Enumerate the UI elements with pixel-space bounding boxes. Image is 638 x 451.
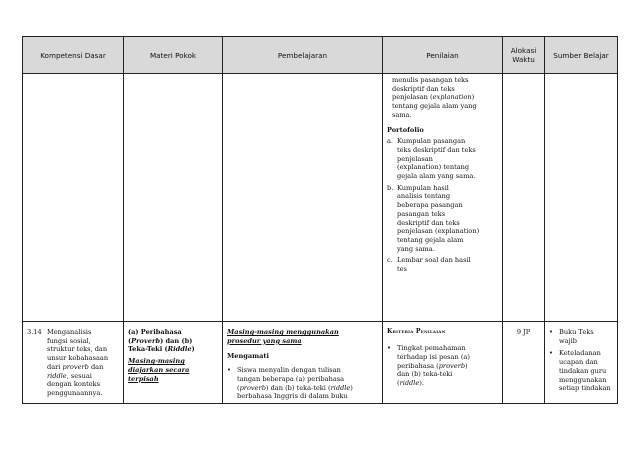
penilaian-intro-line: tentang gejala alam yang xyxy=(392,102,477,111)
cell-pembelajaran-empty xyxy=(223,74,383,322)
cell-materi-pokok xyxy=(124,322,223,404)
header-sumber-belajar: Sumber Belajar xyxy=(545,37,618,74)
penilaian-intro-line: sama. xyxy=(392,110,412,119)
list-item: a. Kumpulan pasangan teks deskriptif dan teks penjelasan (explanation) tentang gejala alam yang sama. xyxy=(387,137,476,181)
table-row xyxy=(23,322,618,404)
cell-materi-empty xyxy=(124,74,223,322)
header-penilaian: Penilaian xyxy=(383,37,503,74)
header-pembelajaran: Pembelajaran xyxy=(223,37,383,74)
table-header-row xyxy=(23,37,618,74)
kd-number: 3.14 xyxy=(27,328,42,336)
syllabus-table xyxy=(22,36,618,404)
cell-penilaian-continued xyxy=(383,74,503,322)
mengamati-heading: Mengamati xyxy=(227,352,269,361)
cell-kd-empty xyxy=(23,74,124,322)
list-item: • Buku Teks wajib xyxy=(549,328,594,345)
penilaian-intro-line: penjelasan (explanation) xyxy=(392,93,475,102)
list-item: • Keteladanan ucapan dan tindakan guru menggunakan setiap tindakan xyxy=(549,349,611,393)
cell-alokasi xyxy=(503,322,545,404)
materi-line: (a) Peribahasa xyxy=(128,328,182,336)
header-kompetensi-dasar: Kompetensi Dasar xyxy=(23,37,124,74)
kd-text: Menganalisis fungsi sosial, struktur teks, dan unsur kebahasaan dari proverb dan riddle, sesuai dengan konteks penggunaannya. xyxy=(47,328,109,397)
list-item: • Tingkat pemahaman terhadap isi pesan (a) peribahasa (proverb) dan (b) teka-teki (riddle). xyxy=(387,344,470,387)
header-alokasi-line2: Waktu xyxy=(512,55,535,64)
header-alokasi-waktu xyxy=(503,37,545,74)
cell-kompetensi-dasar xyxy=(23,322,124,404)
penilaian-intro-line: deskriptif dan teks xyxy=(392,84,455,93)
header-alokasi-line1: Alokasi xyxy=(510,46,537,55)
materi-note: Masing-masing diajarkan secara terpisah xyxy=(128,357,190,383)
table-row xyxy=(23,74,618,322)
penilaian-intro-line: menulis pasangan teks xyxy=(392,76,469,84)
kriteria-heading: Kriteria Penilaian xyxy=(387,328,446,335)
cell-penilaian xyxy=(383,322,503,404)
materi-line: (Proverb) dan (b) xyxy=(128,336,193,345)
list-item: b. Kumpulan hasil analisis tentang beberapa pasangan pasangan teks deskriptif dan teks penjelasan (explanation) tentang gejala alam yang sama. xyxy=(387,183,480,253)
cell-sumber-belajar xyxy=(545,322,618,404)
alokasi-value: 9 JP xyxy=(516,328,531,336)
pembelajaran-title: Masing-masing menggunakan prosedur yang sama xyxy=(227,328,339,345)
list-item: • Siswa menyalin dengan tulisan tangan beberapa (a) peribahasa (proverb) dan (b) teka-teki (riddle) berbahasa Inggris di dalam buku xyxy=(227,366,353,401)
header-materi-pokok: Materi Pokok xyxy=(124,37,223,74)
cell-pembelajaran xyxy=(223,322,383,404)
materi-line: Teka-Teki (Riddle) xyxy=(128,345,195,354)
cell-sumber-empty xyxy=(545,74,618,322)
list-item: c. Lembar soal dan hasil tes xyxy=(387,256,471,274)
portofolio-label: Portofolio xyxy=(387,125,424,134)
cell-alokasi-empty xyxy=(503,74,545,322)
